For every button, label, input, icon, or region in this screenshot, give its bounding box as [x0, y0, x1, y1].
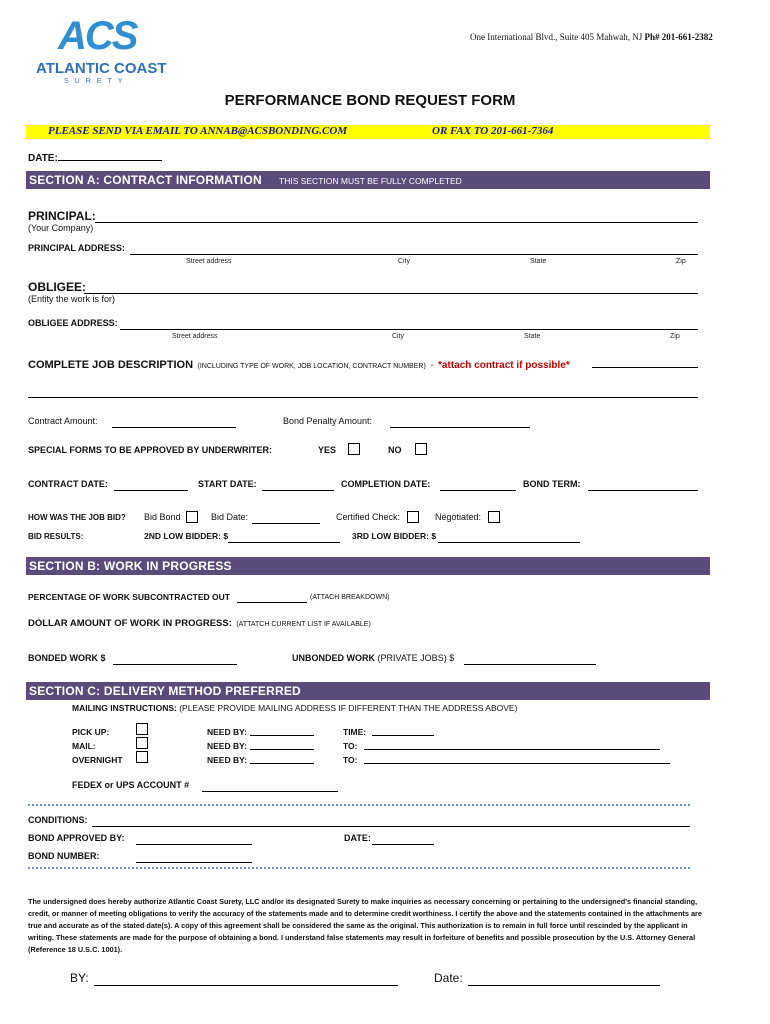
second-low-bidder-label: 2ND LOW BIDDER: $ [144, 531, 229, 541]
third-low-bidder-label: 3RD LOW BIDDER: $ [352, 531, 437, 541]
email-instruction: PLEASE SEND VIA EMAIL TO ANNAB@ACSBONDING.COM [48, 125, 348, 137]
form-title: PERFORMANCE BOND REQUEST FORM [224, 92, 516, 109]
bond-number-field[interactable] [136, 851, 252, 863]
divider-top [28, 804, 690, 807]
office-date-field[interactable] [372, 833, 434, 845]
bonded-work-label: BONDED WORK $ [28, 653, 106, 663]
bid-results-label: BID RESULTS: [28, 532, 84, 541]
phone-number: Ph# 201-661-2382 [644, 32, 713, 42]
bond-term-field[interactable] [588, 479, 698, 491]
need-by-label-3: NEED BY: [207, 755, 247, 765]
contract-amount-field[interactable] [112, 416, 236, 428]
overnight-label: OVERNIGHT [72, 755, 123, 765]
attach-breakdown-note: (ATTACH BREAKDOWN) [310, 594, 390, 601]
submission-banner [26, 125, 710, 139]
approved-by-field[interactable] [136, 833, 252, 845]
job-description-label: COMPLETE JOB DESCRIPTION [28, 359, 194, 371]
signature-date-field[interactable] [468, 971, 660, 986]
to-label-1: TO: [343, 741, 358, 751]
yes-checkbox[interactable] [348, 443, 360, 455]
principal-zip-caption: Zip [676, 258, 686, 265]
dollar-amount-row [28, 613, 371, 631]
bond-term-label: BOND TERM: [523, 479, 581, 489]
authorization-statement: The undersigned does hereby authorize Atlantic Coast Surety, LLC and/or its designated Surety to make inquiries as necessary concerning or pertaining to the undersigned's financial standing, credit, or manner of meeting obligations to verify the accuracy of the statements made and to determine credit worthiness. I certify the above and the statements contained in the attachments are true and accurate as of the stated date(s). A copy of this agreement shall be considered the same as the original. This authorization is to remain in full force until rescinded by the applicant in writing. These statements are made for the purpose of obtaining a bond. I understand false statements may result in forfeiture of benefits and possible prosecution by the U.S. Attorney General (Reference 18 U.S.C. 1001). [28, 897, 702, 954]
obligee-field[interactable] [84, 280, 698, 294]
mail-label: MAIL: [72, 741, 96, 751]
need-by-label-1: NEED BY: [207, 727, 247, 737]
office-date-label: DATE: [344, 833, 371, 843]
section-c-header [26, 682, 710, 700]
bid-bond-label: Bid Bond [144, 512, 181, 522]
bond-penalty-label: Bond Penalty Amount: [283, 416, 373, 426]
percentage-subcontracted-field[interactable] [237, 592, 307, 603]
mailing-row [72, 703, 517, 713]
unbonded-work-note: (PRIVATE JOBS) $ [377, 653, 455, 663]
signature-by-label: BY: [70, 971, 89, 985]
completion-date-label: COMPLETION DATE: [341, 479, 431, 489]
signature-field[interactable] [94, 971, 398, 986]
job-description-field[interactable] [592, 355, 698, 368]
company-logo [36, 14, 176, 88]
approved-by-label: BOND APPROVED BY: [28, 833, 125, 843]
need-by-labels [207, 725, 247, 767]
time-label: TIME: [343, 727, 367, 737]
obligee-zip-caption: Zip [670, 333, 680, 340]
conditions-field[interactable] [92, 815, 690, 827]
contract-date-field[interactable] [114, 479, 188, 491]
logo-mark: ACS [58, 14, 137, 58]
percentage-subcontracted-label: PERCENTAGE OF WORK SUBCONTRACTED OUT [28, 592, 230, 602]
mailing-instructions-label: MAILING INSTRUCTIONS: [72, 703, 177, 713]
principal-address-field[interactable] [130, 243, 698, 255]
mailing-instructions-note: (PLEASE PROVIDE MAILING ADDRESS IF DIFFERENT THAN THE ADDRESS ABOVE) [179, 703, 518, 713]
obligee-label: OBLIGEE: [28, 280, 87, 294]
job-description-row [28, 355, 570, 373]
third-low-bidder-field[interactable] [438, 531, 580, 543]
to-field-2[interactable] [364, 753, 670, 764]
section-a-note: THIS SECTION MUST BE FULLY COMPLETED [279, 176, 462, 186]
unbonded-row [292, 653, 454, 663]
fedex-label: FEDEX or UPS ACCOUNT # [72, 780, 190, 790]
attach-contract-note: *attach contract if possible* [438, 360, 570, 371]
bonded-work-field[interactable] [113, 653, 237, 665]
office-address [470, 32, 713, 42]
job-description-note: (INCLUDING TYPE OF WORK, JOB LOCATION, CONTRACT NUMBER) [197, 363, 426, 370]
date-label: DATE: [28, 153, 58, 164]
yes-label: YES [318, 445, 337, 455]
mail-checkbox[interactable] [136, 737, 148, 749]
obligee-state-caption: State [524, 333, 541, 340]
principal-state-caption: State [530, 258, 547, 265]
bid-date-label: Bid Date: [211, 512, 249, 522]
signature-date-label: Date: [434, 971, 463, 985]
unbonded-work-label: UNBONDED WORK [292, 653, 375, 663]
bid-date-field[interactable] [252, 512, 320, 524]
no-label: NO [388, 445, 402, 455]
need-by-label-2: NEED BY: [207, 741, 247, 751]
principal-city-caption: City [398, 258, 411, 265]
unbonded-work-field[interactable] [464, 653, 596, 665]
to-field-1[interactable] [364, 739, 660, 750]
section-b-header [26, 557, 710, 575]
fedex-field[interactable] [202, 780, 338, 792]
section-a-header [26, 171, 710, 189]
principal-note: (Your Company) [28, 223, 94, 233]
bond-penalty-field[interactable] [390, 416, 530, 428]
negotiated-checkbox[interactable] [488, 511, 500, 523]
to-label-2: TO: [343, 755, 358, 765]
dollar-amount-label: DOLLAR AMOUNT OF WORK IN PROGRESS: [28, 618, 232, 629]
contract-amount-label: Contract Amount: [28, 416, 98, 426]
job-description-line[interactable] [28, 397, 698, 398]
how-bid-label: HOW WAS THE JOB BID? [28, 513, 126, 522]
attach-list-note: (ATTATCH CURRENT LIST IF AVAILABLE) [236, 621, 371, 628]
section-a-title: SECTION A: CONTRACT INFORMATION [29, 173, 262, 187]
negotiated-label: Negotiated: [435, 512, 482, 522]
delivery-options [72, 725, 123, 767]
certified-check-checkbox[interactable] [407, 511, 419, 523]
date-field[interactable] [58, 149, 162, 161]
principal-field[interactable] [95, 209, 698, 223]
section-b-title: SECTION B: WORK IN PROGRESS [29, 559, 232, 573]
pickup-label: PICK UP: [72, 727, 110, 737]
section-c-title: SECTION C: DELIVERY METHOD PREFERRED [29, 684, 301, 698]
need-by-field-1[interactable] [250, 725, 314, 736]
obligee-note: (Entity the work is for) [28, 294, 116, 304]
principal-address-label: PRINCIPAL ADDRESS: [28, 243, 125, 253]
address-text: One International Blvd., Suite 405 Mahwah, NJ [470, 32, 643, 42]
need-by-field-2[interactable] [250, 739, 314, 750]
need-by-field-3[interactable] [250, 753, 314, 764]
no-checkbox[interactable] [415, 443, 427, 455]
completion-date-field[interactable] [440, 479, 516, 491]
obligee-address-label: OBLIGEE ADDRESS: [28, 318, 118, 328]
logo-tagline: SURETY [64, 78, 129, 85]
contract-date-label: CONTRACT DATE: [28, 479, 108, 489]
time-field[interactable] [372, 725, 434, 736]
overnight-checkbox[interactable] [136, 751, 148, 763]
obligee-street-caption: Street address [172, 333, 218, 340]
bond-number-label: BOND NUMBER: [28, 851, 100, 861]
obligee-address-field[interactable] [120, 318, 698, 330]
date-row [28, 149, 162, 164]
pickup-checkbox[interactable] [136, 723, 148, 735]
fax-instruction: OR FAX TO 201-661-7364 [432, 125, 554, 137]
principal-label: PRINCIPAL: [28, 209, 96, 223]
job-description-dash: - [430, 360, 434, 371]
start-date-field[interactable] [262, 479, 334, 491]
start-date-label: START DATE: [198, 479, 257, 489]
certified-check-label: Certified Check: [336, 512, 401, 522]
conditions-label: CONDITIONS: [28, 815, 88, 825]
principal-street-caption: Street address [186, 258, 232, 265]
special-forms-label: SPECIAL FORMS TO BE APPROVED BY UNDERWRITER: [28, 445, 273, 455]
second-low-bidder-field[interactable] [228, 531, 340, 543]
logo-name: ATLANTIC COAST [36, 60, 167, 77]
time-to-labels [343, 725, 366, 767]
bid-bond-checkbox[interactable] [186, 511, 198, 523]
divider-bottom [28, 867, 690, 870]
obligee-city-caption: City [392, 333, 405, 340]
